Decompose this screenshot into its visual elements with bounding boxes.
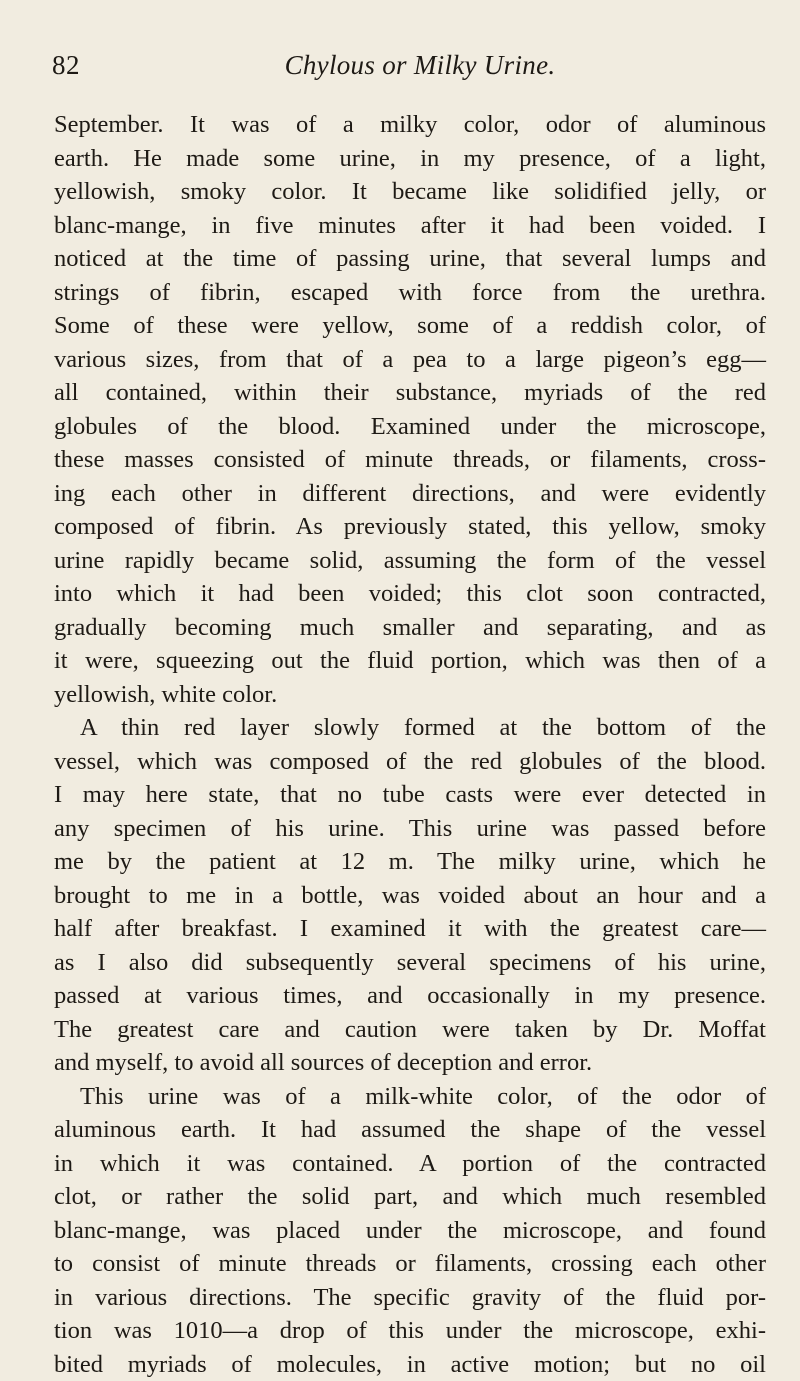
text-line: September. It was of a milky color, odor of aluminous: [54, 108, 766, 142]
page-header: [0, 46, 800, 86]
text-line: earth. He made some urine, in my presence, of a light,: [54, 142, 766, 176]
page-number: 82: [52, 50, 80, 81]
text-line: blanc-mange, was placed under the microscope, and found: [54, 1214, 766, 1248]
text-line: all contained, within their substance, myriads of the red: [54, 376, 766, 410]
text-line: yellowish, smoky color. It became like solidified jelly, or: [54, 175, 766, 209]
body-text: [54, 108, 766, 1381]
text-line: vessel, which was composed of the red globules of the blood.: [54, 745, 766, 779]
text-line: Some of these were yellow, some of a reddish color, of: [54, 309, 766, 343]
text-line: brought to me in a bottle, was voided about an hour and a: [54, 879, 766, 913]
text-line: yellowish, white color.: [54, 678, 766, 712]
text-line: these masses consisted of minute threads, or filaments, cross-: [54, 443, 766, 477]
text-line: passed at various times, and occasionally in my presence.: [54, 979, 766, 1013]
text-line: as I also did subsequently several specimens of his urine,: [54, 946, 766, 980]
text-line: urine rapidly became solid, assuming the form of the vessel: [54, 544, 766, 578]
text-line: various sizes, from that of a pea to a large pigeon’s egg—: [54, 343, 766, 377]
text-line: I may here state, that no tube casts were ever detected in: [54, 778, 766, 812]
text-line: tion was 1010—a drop of this under the microscope, exhi-: [54, 1314, 766, 1348]
text-line: strings of fibrin, escaped with force from the urethra.: [54, 276, 766, 310]
text-line: half after breakfast. I examined it with the greatest care—: [54, 912, 766, 946]
text-line: it were, squeezing out the fluid portion, which was then of a: [54, 644, 766, 678]
text-line: ing each other in different directions, and were evidently: [54, 477, 766, 511]
text-line: blanc-mange, in five minutes after it had been voided. I: [54, 209, 766, 243]
text-line: in various directions. The specific gravity of the fluid por-: [54, 1281, 766, 1315]
text-line: to consist of minute threads or filaments, crossing each other: [54, 1247, 766, 1281]
text-line: bited myriads of molecules, in active motion; but no oil: [54, 1348, 766, 1381]
text-line: globules of the blood. Examined under the microscope,: [54, 410, 766, 444]
text-line: any specimen of his urine. This urine was passed before: [54, 812, 766, 846]
text-line: clot, or rather the solid part, and which much resembled: [54, 1180, 766, 1214]
text-line: The greatest care and caution were taken by Dr. Moffat: [54, 1013, 766, 1047]
running-title: Chylous or Milky Urine.: [0, 50, 800, 81]
text-line: and myself, to avoid all sources of deception and error.: [54, 1046, 766, 1080]
text-line: gradually becoming much smaller and separating, and as: [54, 611, 766, 645]
text-line: A thin red layer slowly formed at the bottom of the: [54, 711, 766, 745]
text-line: noticed at the time of passing urine, that several lumps and: [54, 242, 766, 276]
text-line: composed of fibrin. As previously stated, this yellow, smoky: [54, 510, 766, 544]
text-line: into which it had been voided; this clot soon contracted,: [54, 577, 766, 611]
text-line: me by the patient at 12 m. The milky urine, which he: [54, 845, 766, 879]
text-line: aluminous earth. It had assumed the shape of the vessel: [54, 1113, 766, 1147]
text-line: This urine was of a milk-white color, of the odor of: [54, 1080, 766, 1114]
text-line: in which it was contained. A portion of the contracted: [54, 1147, 766, 1181]
